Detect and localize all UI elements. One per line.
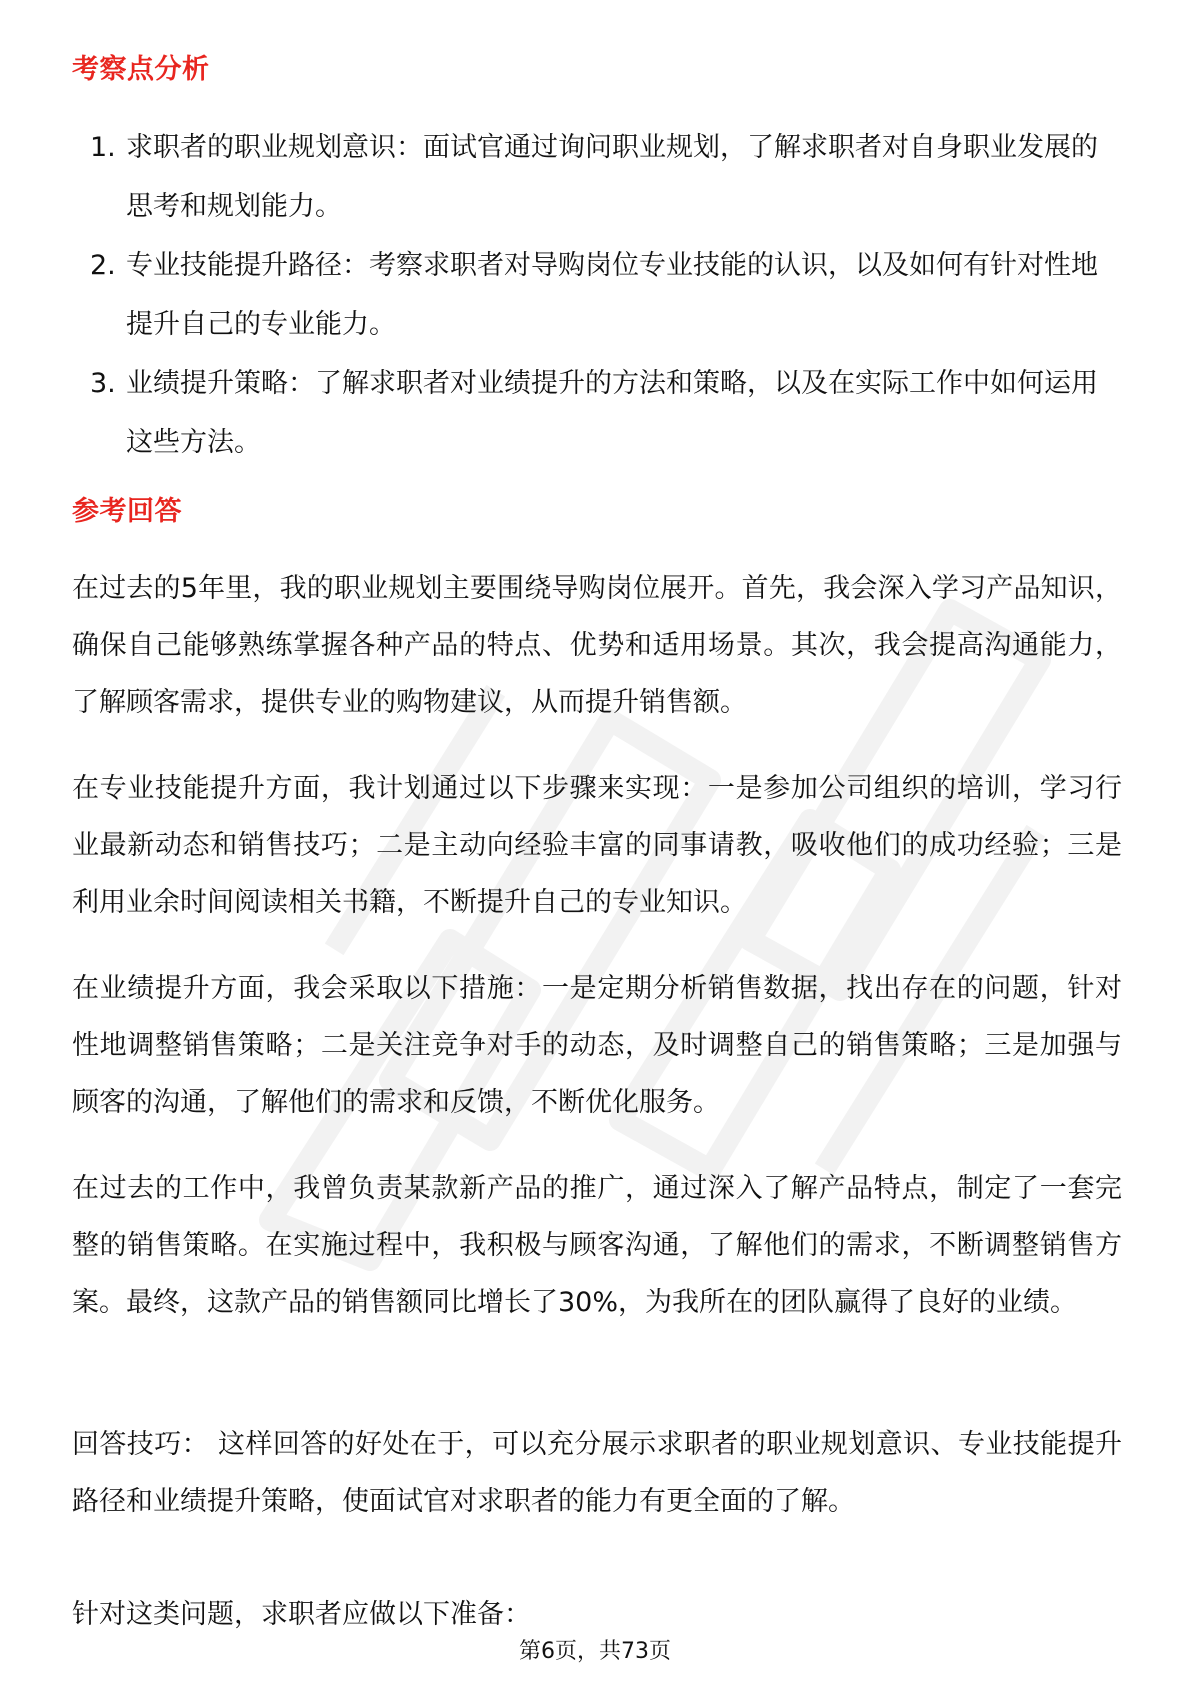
preparation-intro: 针对这类问题，求职者应做以下准备： [72, 1599, 531, 1630]
list-item-number: 3. [90, 368, 116, 399]
list-item-number: 1. [90, 132, 116, 163]
section-title-analysis: 考察点分析 [72, 54, 210, 85]
list-item-text: 专业技能提升路径：考察求职者对导购岗位专业技能的认识，以及如何有针对性地提升自己的专业能力。 [126, 250, 1098, 340]
answer-paragraph: 在专业技能提升方面，我计划通过以下步骤来实现：一是参加公司组织的培训，学习行业最新动态和销售技巧；二是主动向经验丰富的同事请教，吸收他们的成功经验；三是利用业余时间阅读相关书籍，不断提升自己的专业知识。 [72, 773, 1122, 918]
answer-paragraph: 在过去的工作中，我曾负责某款新产品的推广，通过深入了解产品特点，制定了一套完整的销售策略。在实施过程中，我积极与顾客沟通，了解他们的需求，不断调整销售方案。最终，这款产品的销售额同比增长了30%，为我所在的团队赢得了良好的业绩。 [72, 1173, 1122, 1318]
section-title-answer: 参考回答 [72, 496, 182, 527]
list-item-text: 业绩提升策略：了解求职者对业绩提升的方法和策略，以及在实际工作中如何运用这些方法。 [126, 368, 1098, 458]
answer-paragraph: 在过去的5年里，我的职业规划主要围绕导购岗位展开。首先，我会深入学习产品知识，确保自己能够熟练掌握各种产品的特点、优势和适用场景。其次，我会提高沟通能力，了解顾客需求，提供专业的购物建议，从而提升销售额。 [72, 573, 1122, 718]
page-number: 第6页，共73页 [519, 1639, 671, 1664]
answer-paragraph: 在业绩提升方面，我会采取以下措施：一是定期分析销售数据，找出存在的问题，针对性地调整销售策略；二是关注竞争对手的动态，及时调整自己的销售策略；三是加强与顾客的沟通，了解他们的需求和反馈，不断优化服务。 [72, 973, 1122, 1118]
answer-tips-paragraph: 回答技巧： 这样回答的好处在于，可以充分展示求职者的职业规划意识、专业技能提升路径和业绩提升策略，使面试官对求职者的能力有更全面的了解。 [72, 1429, 1122, 1517]
analysis-list [72, 118, 1112, 472]
list-item [72, 236, 1112, 354]
list-item-text: 求职者的职业规划意识：面试官通过询问职业规划，了解求职者对自身职业发展的思考和规划能力。 [126, 132, 1098, 222]
list-item-number: 2. [90, 250, 116, 281]
list-item [72, 118, 1112, 236]
list-item [72, 354, 1112, 472]
